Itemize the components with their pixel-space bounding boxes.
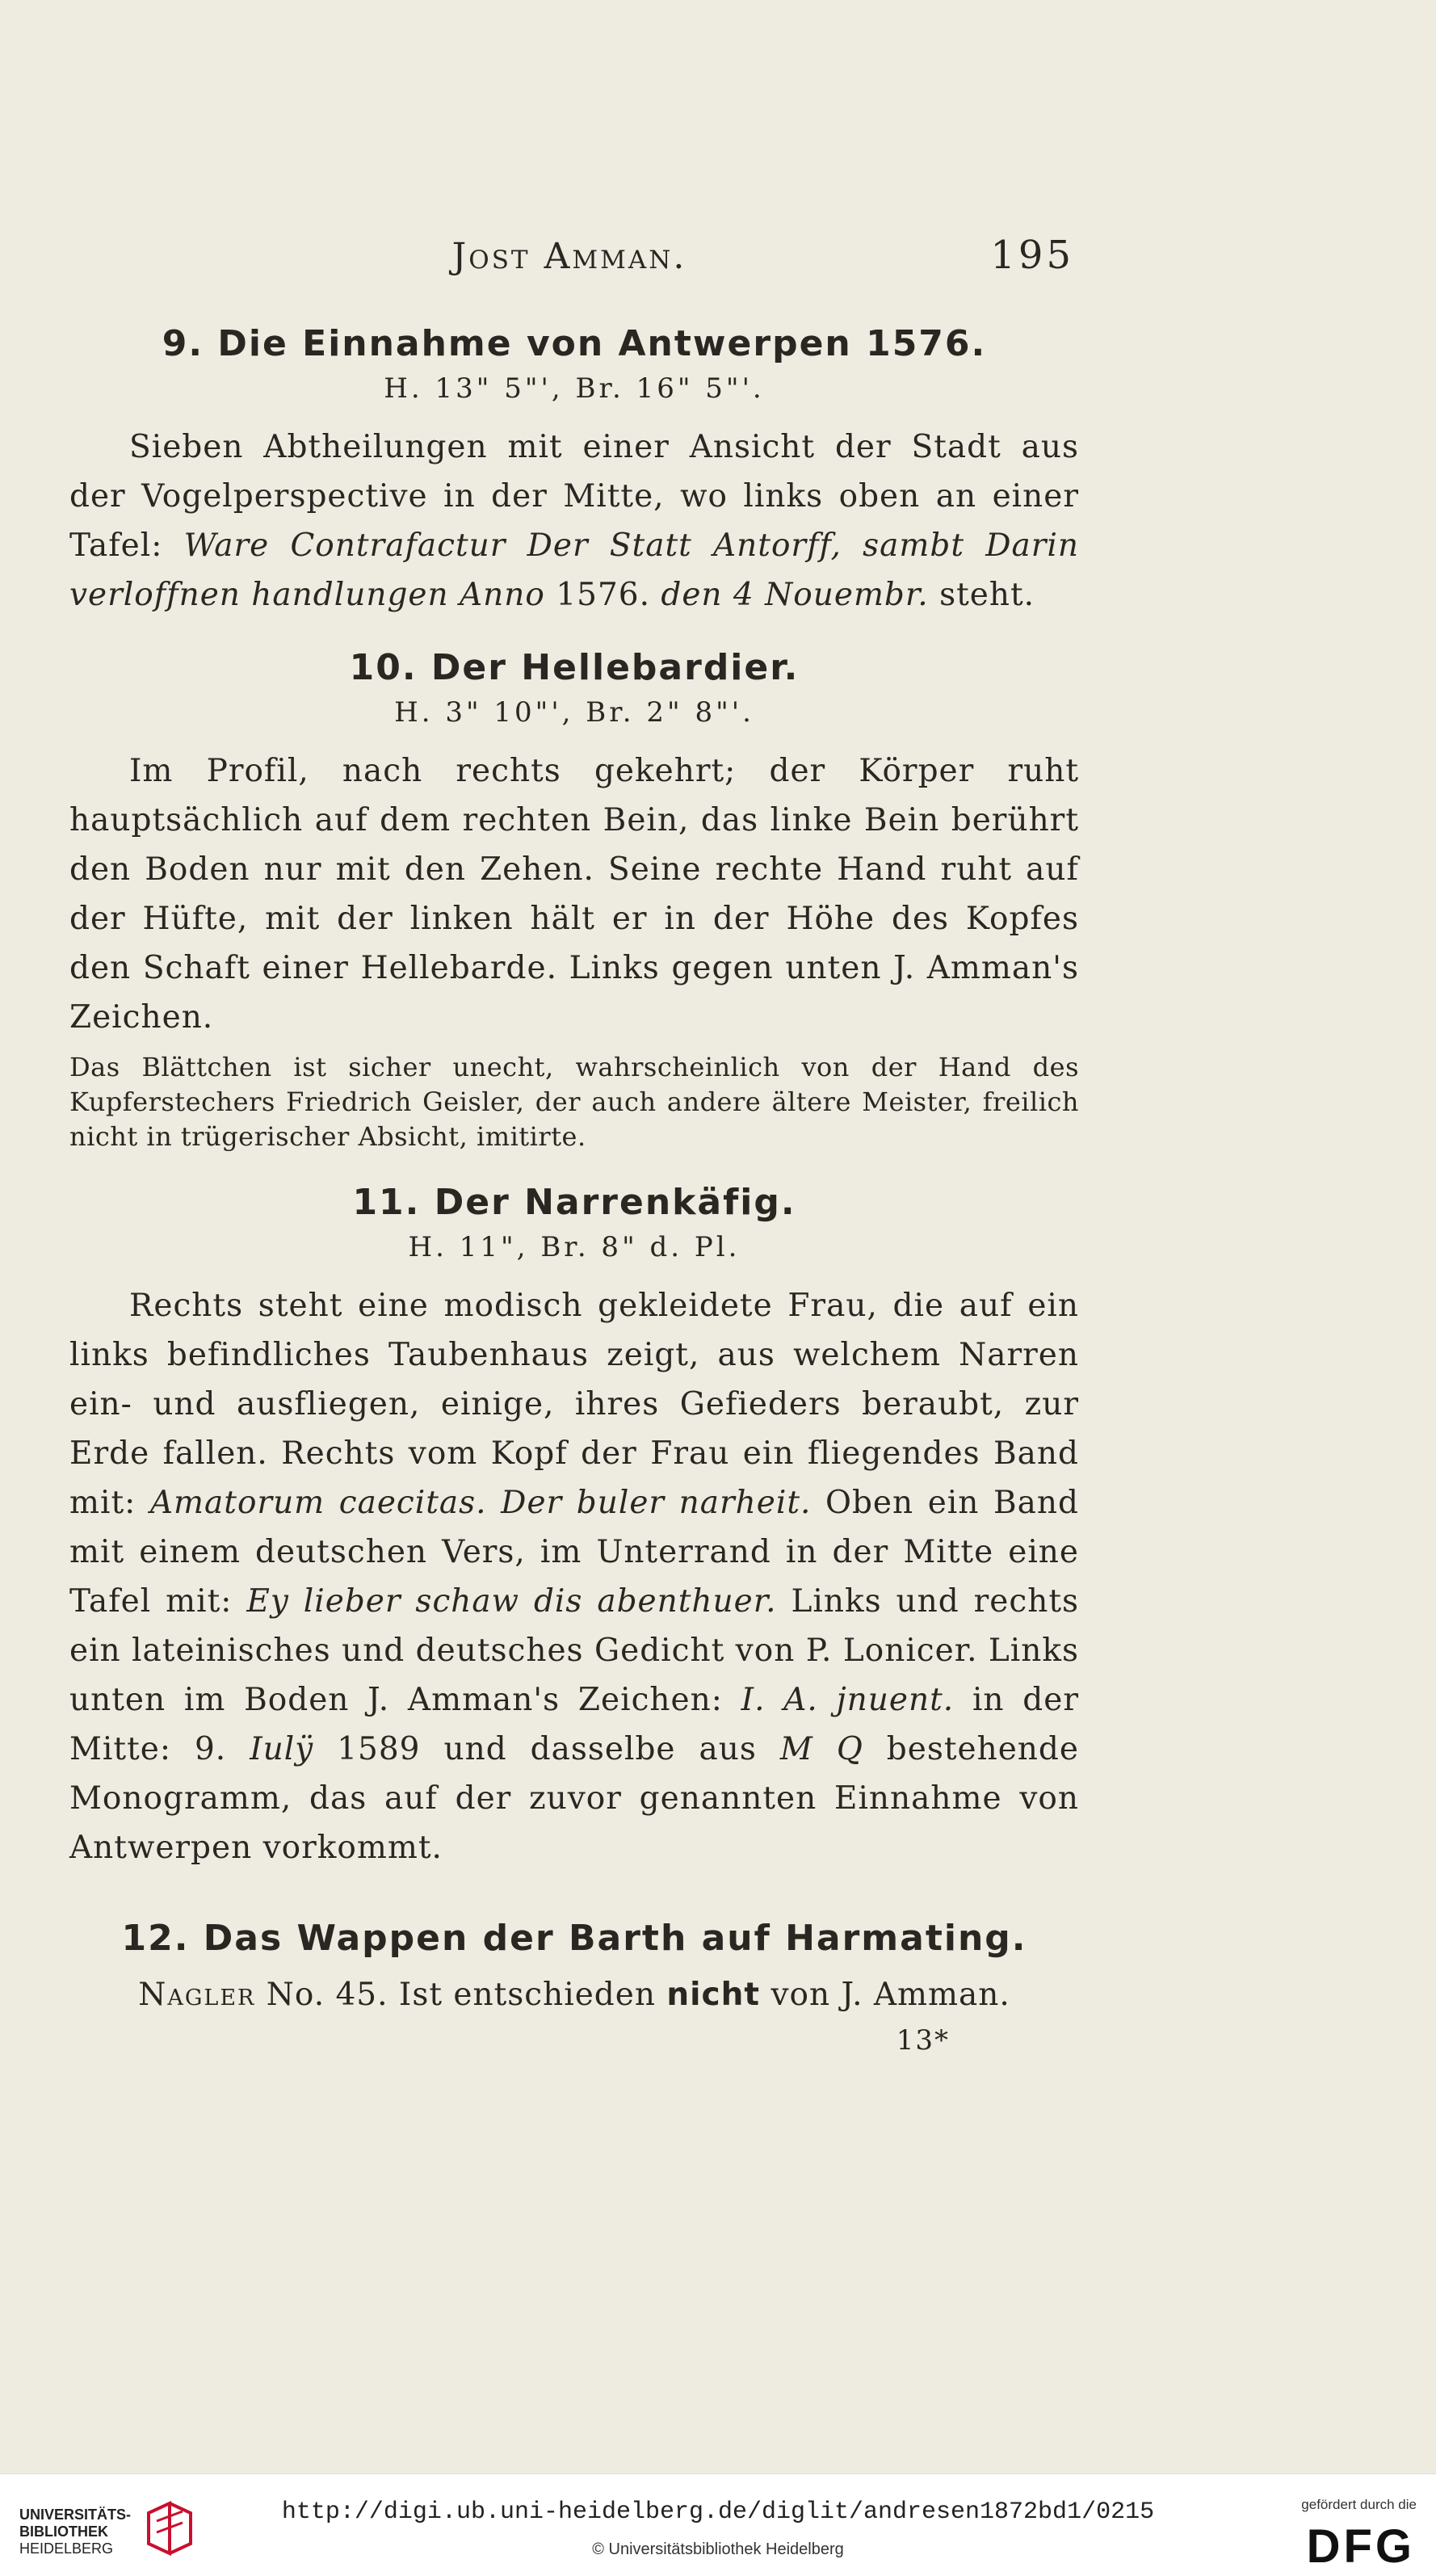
entry-10-heading: 10. Der Hellebardier. [349,647,800,688]
entry-12-author: Nagler [138,1977,256,2013]
entry-12-text: No. 45. Ist entschieden [266,1977,656,2013]
entry-9-text-1: Sieben Abtheilungen mit einer Ansicht der Stadt aus der Vogelperspective in der Mitte, wo links oben an einer Tafel: [69,429,1079,564]
entry-10-note-text: Das Blättchen ist sicher unecht, wahrscheinlich von der Hand des Kupferstechers Friedrich Geisler, der auch andere ältere Meister, freilich nicht in trügerischer Absicht, imitirte. [69,1052,1079,1152]
page-header [65,233,1074,284]
entry-11-paragraph [69,1281,1079,1872]
entry-10-dimensions: H. 3" 10"', Br. 2" 8"'. [394,696,754,729]
entry-11-text-2: Oben ein Band mit einem deutschen Vers, im Unterrand in der Mitte eine Tafel mit: [69,1485,1079,1620]
entry-11-text-6: bestehende Monogramm, das auf der zuvor genannten Einnahme von Antwerpen vorkommt. [69,1731,1079,1866]
entry-11-text-3: Links und rechts ein lateinisches und deutsches Gedicht von P. Lonicer. Links unten im Boden J. Amman's Zeichen: [69,1583,1080,1718]
copyright-notice: © Universitätsbibliothek Heidelberg [592,2540,844,2558]
entry-11-heading: 11. Der Narrenkäfig. [352,1182,796,1223]
entry-11-text-1: Rechts steht eine modisch gekleidete Frau, die auf ein links befindliches Taubenhaus zeigt, aus welchem Narren ein- und ausfliegen, einige, ihres Gefieders beraubt, zur Erde fallen. Rechts vom Kopf der Frau ein fliegendes Band mit: [69,1288,1079,1521]
entry-11-inscription-1: Amatorum caecitas. Der buler narheit. [149,1485,812,1521]
entry-9-date: den 4 Nouembr. [661,577,929,613]
entry-9-text-end: steht. [939,577,1035,613]
entry-11-inscription-4: Iulÿ [250,1731,314,1767]
entry-11-monogram: M Q [779,1731,863,1767]
signature-mark: 13* [896,2024,950,2057]
dfg-logo: DFG [1306,2520,1415,2573]
page-number: 195 [990,233,1074,278]
entry-11-inscription-2: Ey lieber schaw dis abenthuer. [246,1583,777,1620]
entry-12-emphasis: nicht [666,1977,761,2013]
library-name-line-1: UNIVERSITÄTS- [19,2507,132,2523]
entry-9-inscription: Ware Contrafactur Der Statt Antorff, sambt Darin verloffnen handlungen Anno [69,527,1079,613]
entry-9-year: 1576. [556,577,650,613]
entry-11-inscription-3: I. A. jnuent. [741,1682,955,1718]
funding-label: gefördert durch die [1301,2497,1417,2512]
entry-11-text-4: in der Mitte: 9. [69,1682,1079,1767]
entry-12-text-end: von J. Amman. [770,1977,1010,2013]
entry-12-reference [69,1970,1079,2019]
entry-9-paragraph [69,422,1079,620]
entry-11-dimensions: H. 11", Br. 8" d. Pl. [408,1231,741,1263]
entry-9-dimensions: H. 13" 5"', Br. 16" 5"'. [384,372,765,405]
entry-10-paragraph [69,746,1079,1042]
text-block [69,323,1079,2057]
footer-bar [0,2473,1436,2576]
entry-12-heading: 12. Das Wappen der Barth auf Harmating. [121,1918,1027,1959]
running-title: Jost Amman. [451,236,687,277]
entry-9-heading: 9. Die Einnahme von Antwerpen 1576. [162,323,987,364]
entry-10-text: Im Profil, nach rechts gekehrt; der Körper ruht hauptsächlich auf dem rechten Bein, das linke Bein berührt den Boden nur mit den Zehen. Seine rechte Hand ruht auf der Hüfte, mit der linken hält er in der Höhe des Kopfes den Schaft einer Hellebarde. Links gegen unten J. Amman's Zeichen. [69,753,1079,1036]
entry-10-note [69,1050,1079,1154]
library-name-line-2: BIBLIOTHEK [19,2523,108,2540]
entry-11-text-5: 1589 und dasselbe aus [337,1731,757,1767]
permalink-url[interactable]: http://digi.ub.uni-heidelberg.de/diglit/andresen1872bd1/0215 [281,2498,1155,2526]
library-name-line-3: HEIDELBERG [19,2540,114,2557]
